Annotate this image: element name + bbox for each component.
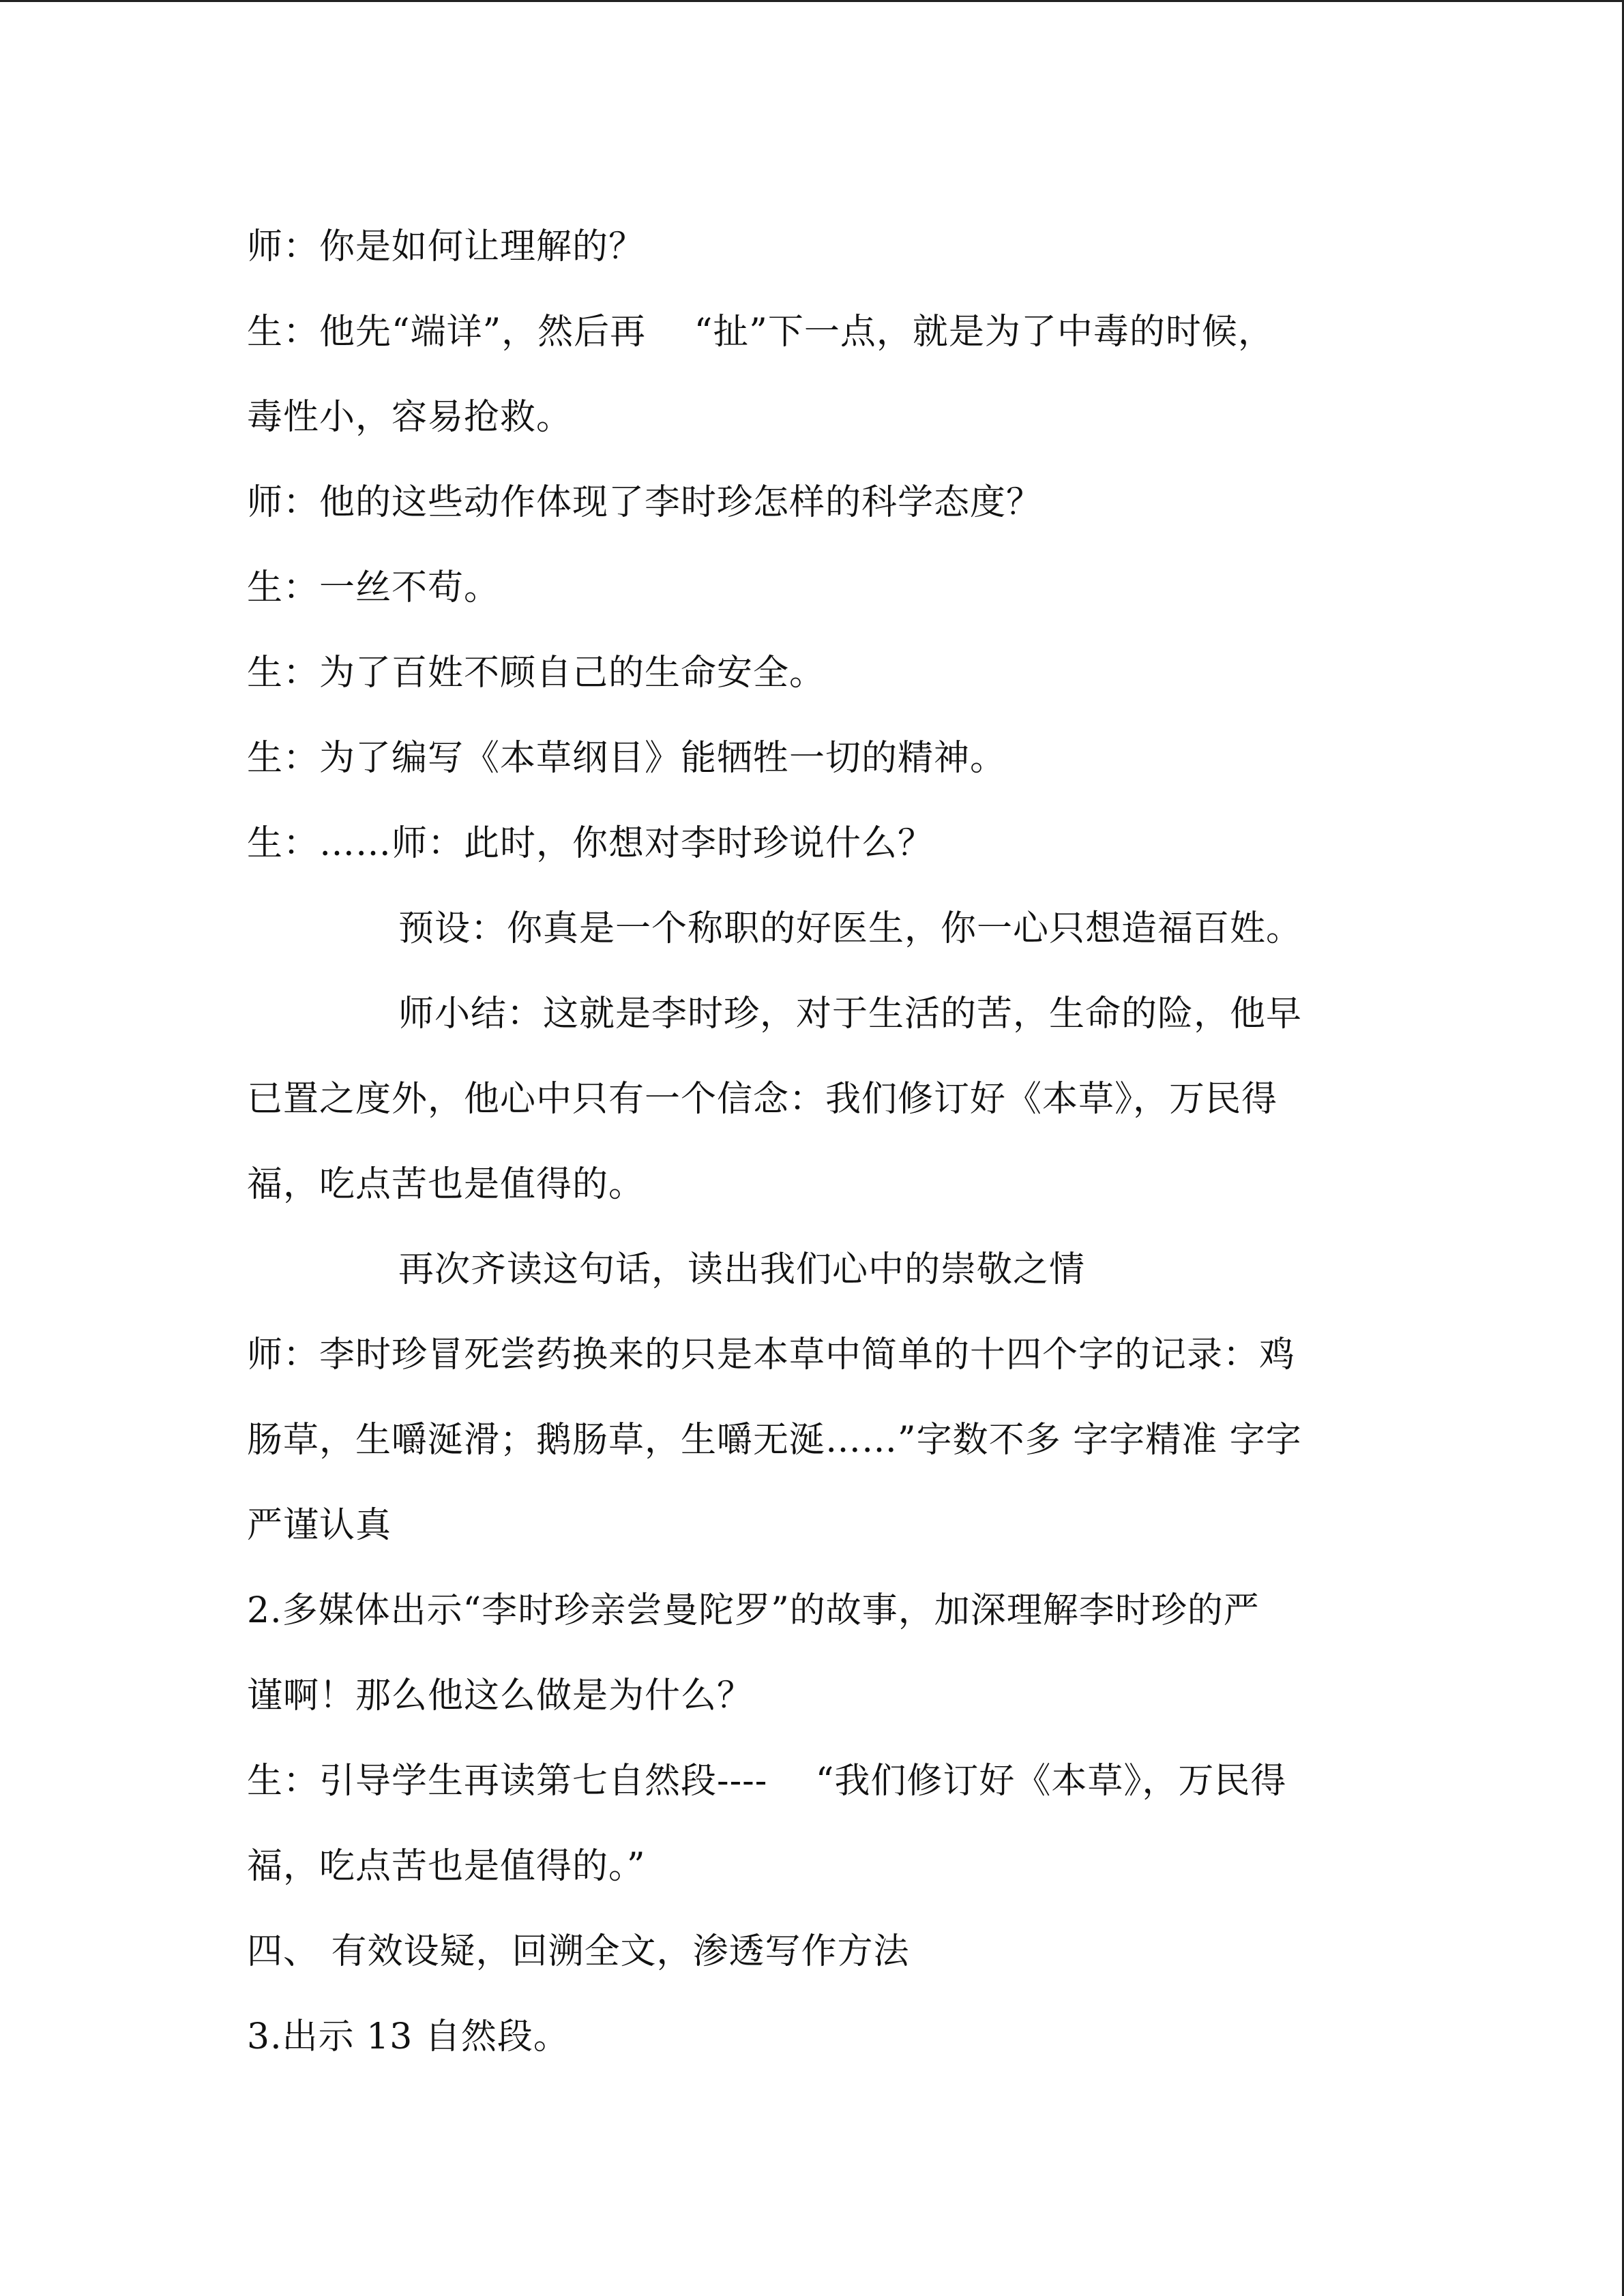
text-line-13: 再次齐读这句话，读出我们心中的崇敬之情 bbox=[398, 1249, 1086, 1290]
text-line-2: 生：他先“端详”，然后再 “扯”下一点，就是为了中毒的时候， bbox=[247, 312, 1274, 353]
text-line-17: 2.多媒体出示“李时珍亲尝曼陀罗”的故事，加深理解李时珍的严 bbox=[247, 1590, 1260, 1631]
page-border-top bbox=[0, 0, 1624, 2]
text-line-4: 师：他的这些动作体现了李时珍怎样的科学态度？ bbox=[247, 482, 1043, 523]
text-line-19: 生：引导学生再读第七自然段---- “我们修订好《本草》，万民得 bbox=[247, 1761, 1287, 1802]
text-line-6: 生：为了百姓不顾自己的生命安全。 bbox=[247, 653, 826, 694]
text-line-12: 福，吃点苦也是值得的。 bbox=[247, 1164, 645, 1205]
text-line-10: 师小结：这就是李时珍，对于生活的苦，生命的险，他早 bbox=[398, 994, 1303, 1034]
text-line-20: 福，吃点苦也是值得的。” bbox=[247, 1846, 646, 1887]
section-heading: 四、 有效设疑，回溯全文，渗透写作方法 bbox=[247, 1931, 910, 1972]
text-line-5: 生：一丝不苟。 bbox=[247, 567, 501, 608]
document-body bbox=[247, 205, 1379, 2080]
text-line-8: 生：……师：此时，你想对李时珍说什么？ bbox=[247, 823, 934, 864]
text-line-16: 严谨认真 bbox=[247, 1505, 392, 1546]
text-line-18: 谨啊！那么他这么做是为什么？ bbox=[247, 1675, 754, 1716]
text-line-14: 师：李时珍冒死尝药换来的只是本草中简单的十四个字的记录：鸡 bbox=[247, 1335, 1296, 1375]
text-line-22: 3.出示 13 自然段。 bbox=[247, 2016, 570, 2057]
text-line-9: 预设：你真是一个称职的好医生，你一心只想造福百姓。 bbox=[398, 908, 1303, 949]
text-line-11: 已置之度外，他心中只有一个信念：我们修订好《本草》，万民得 bbox=[247, 1079, 1278, 1120]
text-line-7: 生：为了编写《本草纲目》能牺牲一切的精神。 bbox=[247, 738, 1007, 779]
text-line-15: 肠草，生嚼涎滑；鹅肠草，生嚼无涎……”字数不多 字字精准 字字 bbox=[247, 1420, 1302, 1461]
text-line-1: 师：你是如何让理解的？ bbox=[247, 226, 645, 267]
text-line-3: 毒性小，容易抢救。 bbox=[247, 397, 573, 438]
